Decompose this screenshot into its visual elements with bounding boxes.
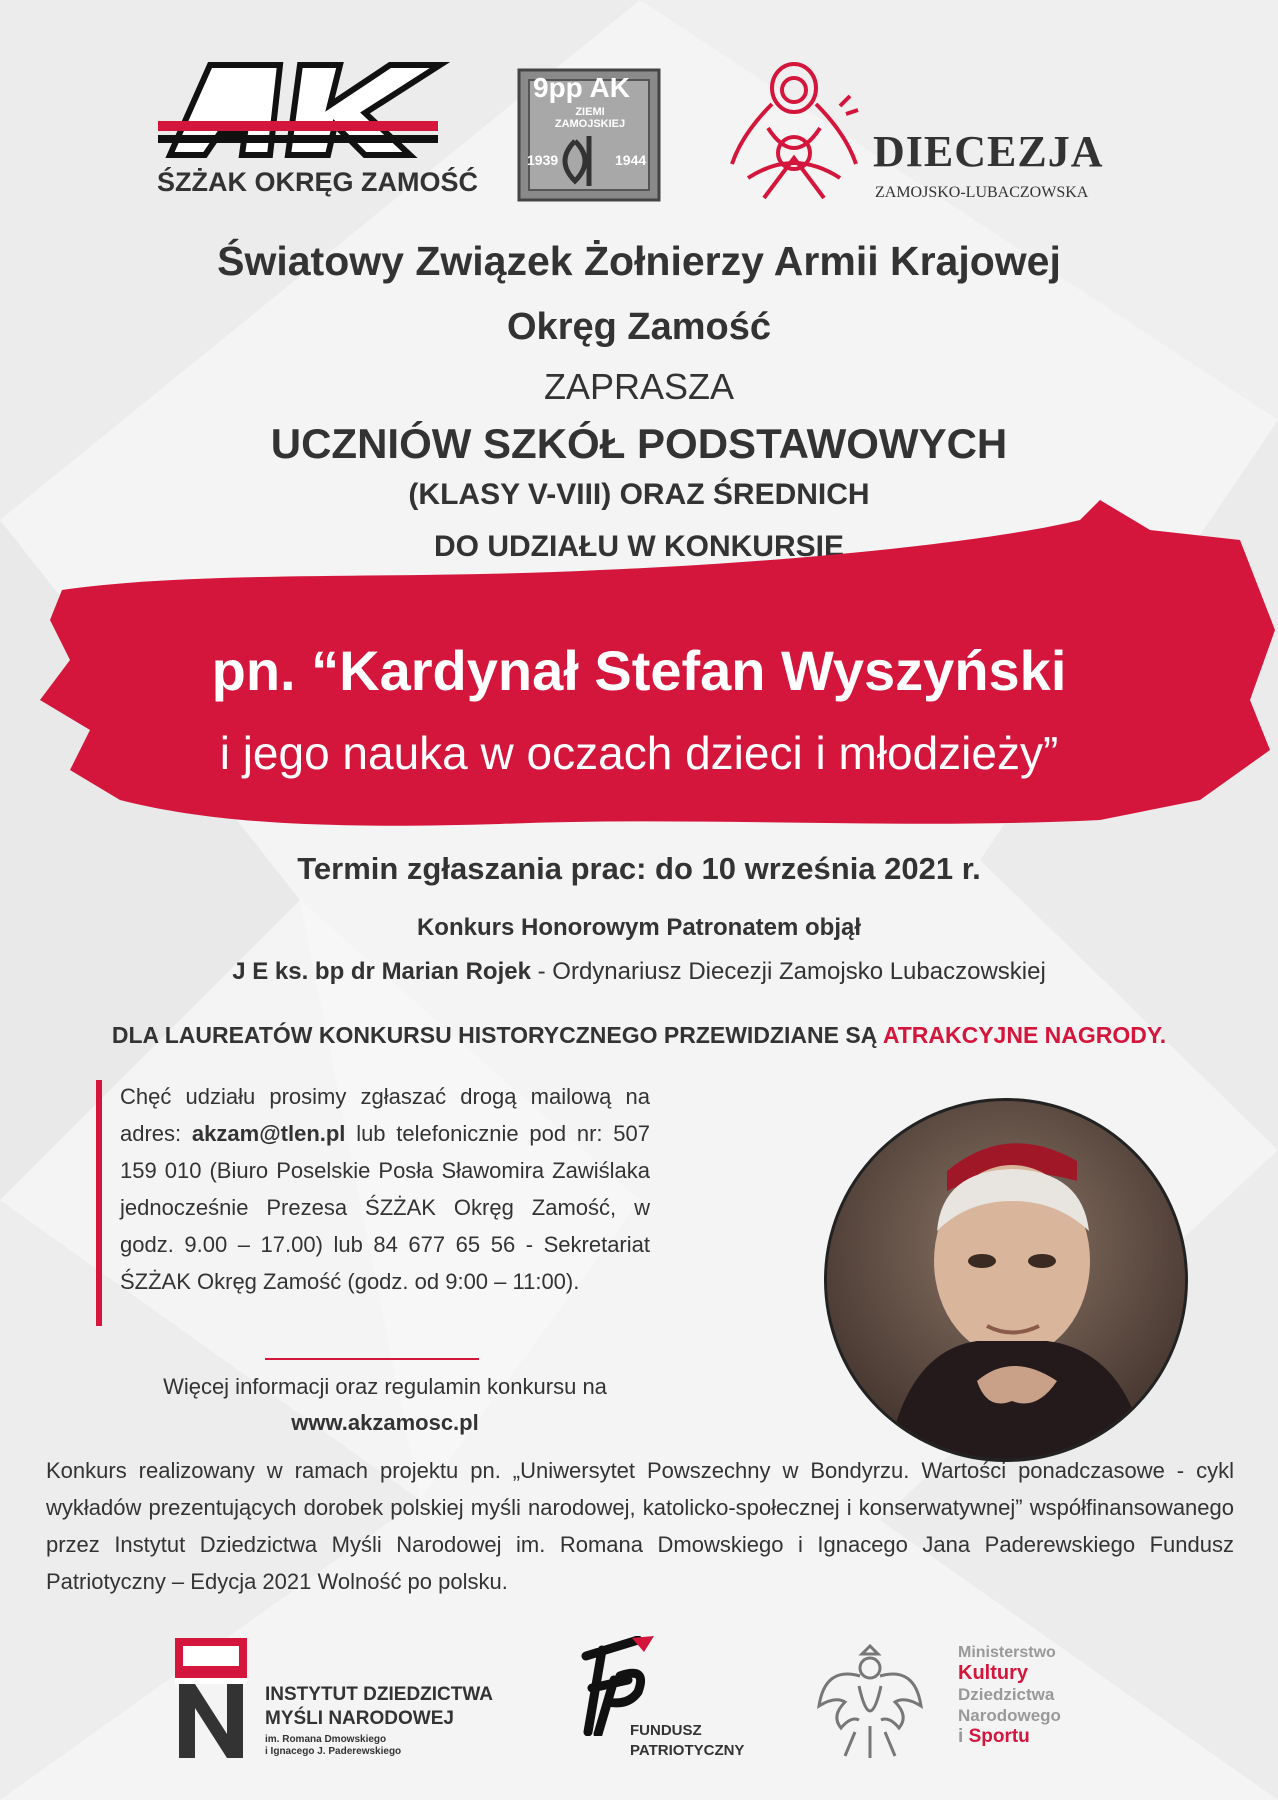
- ak-badge: [515, 66, 663, 204]
- diocese-sub: ZAMOJSKO-LUBACZOWSKA: [875, 184, 1089, 201]
- ministry-line2: Kultury: [958, 1662, 1028, 1684]
- contest-title-line1: pn. “Kardynał Stefan Wyszyński: [211, 639, 1067, 702]
- contact-email[interactable]: akzam@tlen.pl: [191, 1121, 346, 1146]
- audience-line2: (KLASY V-VIII) ORAZ ŚREDNICH: [408, 478, 870, 511]
- ak-logo: [150, 55, 478, 205]
- idmn-mark-icon: [175, 1638, 247, 1758]
- more-info: [120, 1369, 650, 1441]
- madonna-icon: [728, 58, 868, 208]
- patron-line1: Konkurs Honorowym Patronatem objął: [416, 914, 862, 941]
- more-info-url[interactable]: www.akzamosc.pl: [291, 1410, 479, 1435]
- laureat-note: [0, 1022, 1278, 1049]
- idmn-line3: im. Romana Dmowskiego: [265, 1734, 387, 1745]
- contact-accent-bar: [96, 1080, 102, 1326]
- polish-eagle-emblem: [815, 1636, 925, 1762]
- patron-line2: [0, 958, 1278, 986]
- audience-line3: DO UDZIAŁU W KONKURSIE: [434, 530, 844, 563]
- laureat-highlight: ATRAKCYJNE NAGRODY.: [882, 1022, 1167, 1048]
- fp-line2: PATRIOTYCZNY: [630, 1742, 745, 1759]
- ministry-line3: Dziedzictwa: [958, 1685, 1055, 1704]
- eagle-icon: [815, 1636, 925, 1762]
- ministry-line5a: i: [958, 1726, 969, 1747]
- patron-name: J E ks. bp dr Marian Rojek: [232, 958, 531, 985]
- laureat-text: DLA LAUREATÓW KONKURSU HISTORYCZNEGO PRZEWIDZIANE SĄ: [111, 1022, 883, 1048]
- ministry-line1: Ministerstwo: [958, 1644, 1056, 1661]
- more-info-text: Więcej informacji oraz regulamin konkursu na: [163, 1374, 607, 1399]
- fp-line1: FUNDUSZ: [630, 1722, 702, 1739]
- idmn-line1: INSTYTUT DZIEDZICTWA: [265, 1684, 493, 1705]
- idmn-line4: i Ignacego J. Paderewskiego: [265, 1746, 402, 1757]
- ak-caption: ŚZŻAK OKRĘG ZAMOŚĆ: [157, 167, 478, 197]
- invites-text: ZAPRASZA: [543, 366, 735, 407]
- audience-line1: UCZNIÓW SZKÓŁ PODSTAWOWYCH: [270, 420, 1008, 467]
- cardinal-portrait: [824, 1098, 1188, 1462]
- portrait-image: [827, 1101, 1185, 1459]
- more-info-divider: [265, 1358, 479, 1360]
- contact-intro: Chęć udziału prosimy zgłaszać drogą mailową na adres:: [120, 1084, 650, 1146]
- fp-logo: [568, 1636, 768, 1766]
- ministry-logo: [958, 1642, 1108, 1762]
- contest-title-line2: i jego nauka w oczach dzieci i młodzieży”: [219, 727, 1059, 779]
- deadline: Termin zgłaszania prac: do 10 września 2021 r.: [297, 851, 981, 886]
- org-line1: Światowy Związek Żołnierzy Armii Krajowej: [217, 238, 1061, 284]
- badge-line-text: ZIEMI ZAMOJSKIEJ: [554, 106, 626, 130]
- badge-year-end: 1944: [615, 152, 647, 168]
- badge-top-text: 9pp AK: [533, 72, 630, 103]
- ministry-line5: [958, 1726, 1108, 1747]
- contact-rest: lub telefonicznie pod nr: 507 159 010 (Biuro Poselskie Posła Sławomira Zawiślaka jednocześnie Prezesa ŚZŻAK Okręg Zamość, w godz. 9.00 – 17.00) lub 84 677 65 56 - Sekretariat ŚZŻAK Okręg Zamość (godz. od 9:00 – 11:00).: [120, 1121, 650, 1294]
- diocese-logo: [728, 58, 1128, 208]
- badge-year-start: 1939: [527, 152, 559, 168]
- diocese-name: DIECEZJA: [873, 127, 1104, 176]
- idmn-logo: [175, 1638, 555, 1758]
- ministry-line5b: Sportu: [968, 1726, 1030, 1747]
- org-line2: Okręg Zamość: [507, 306, 771, 348]
- ak-logo-mark: [150, 55, 450, 165]
- contact-text: [120, 1078, 650, 1300]
- ministry-line4: Narodowego: [958, 1706, 1061, 1725]
- patron-role: - Ordynariusz Diecezji Zamojsko Lubaczowskiej: [530, 958, 1046, 985]
- fp-mark-icon: [568, 1636, 658, 1736]
- idmn-line2: MYŚLI NARODOWEJ: [265, 1708, 454, 1729]
- project-note: Konkurs realizowany w ramach projektu pn. „Uniwersytet Powszechny w Bondyrzu. Wartości ponadczasowe - cykl wykładów prezentujących dorobek polskiej myśli narodowej, katolicko-społecznej i konserwatywnej” współfinansowanego przez Instytut Dziedzictwa Myśli Narodowej im. Romana Dmowskiego i Ignacego Jana Paderewskiego Fundusz Patriotyczny – Edycja 2021 Wolność po polsku.: [46, 1458, 1234, 1594]
